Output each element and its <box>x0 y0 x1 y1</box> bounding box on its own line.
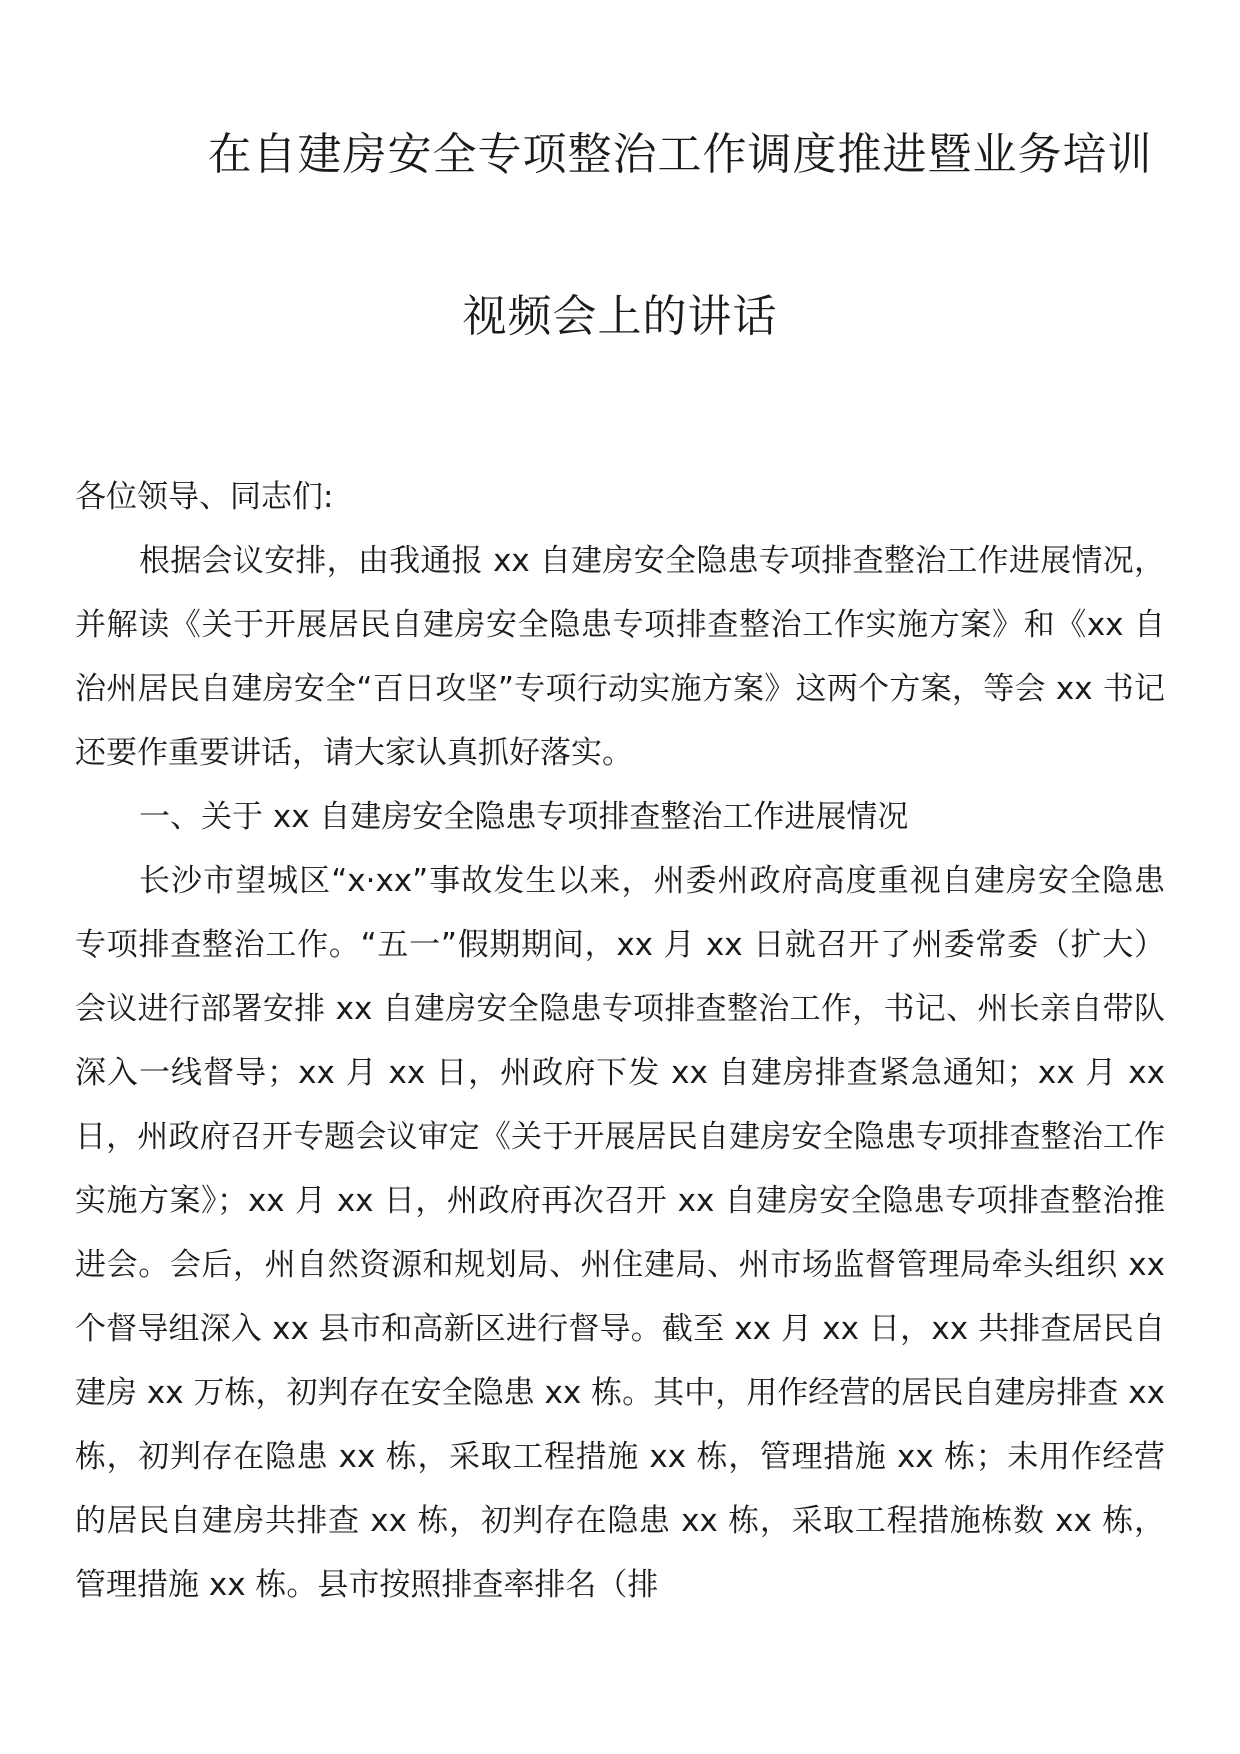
document-title-line-2: 视频会上的讲话 <box>462 291 778 342</box>
salutation: 各位领导、同志们: <box>75 479 334 515</box>
paragraph-intro: 根据会议安排，由我通报 xx 自建房安全隐患专项排查整治工作进展情况，并解读《关于开展居民自建房安全隐患专项排查整治工作实施方案》和《xx 自治州居民自建房安全“百日攻坚”专项行动实施方案》这两个方案，等会 xx 书记还要作重要讲话，请大家认真抓好落实。 <box>75 543 1165 771</box>
document-title-line-1: 在自建房安全专项整治工作调度推进暨业务培训 <box>207 129 1153 180</box>
document-body <box>75 465 1165 1617</box>
section-heading-1: 一、关于 xx 自建房安全隐患专项排查整治工作进展情况 <box>139 799 909 835</box>
paragraph-progress: 长沙市望城区“x·xx”事故发生以来，州委州政府高度重视自建房安全隐患专项排查整治工作。“五一”假期期间，xx 月 xx 日就召开了州委常委（扩大）会议进行部署安排 xx 自建房安全隐患专项排查整治工作，书记、州长亲自带队深入一线督导；xx 月 xx 日，州政府下发 xx 自建房排查紧急通知；xx 月 xx 日，州政府召开专题会议审定《关于开展居民自建房安全隐患专项排查整治工作实施方案》；xx 月 xx 日，州政府再次召开 xx 自建房安全隐患专项排查整治推进会。会后，州自然资源和规划局、州住建局、州市场监督管理局牵头组织 xx 个督导组深入 xx 县市和高新区进行督导。截至 xx 月 xx 日，xx 共排查居民自建房 xx 万栋，初判存在安全隐患 xx 栋。其中，用作经营的居民自建房排查 xx 栋，初判存在隐患 xx 栋，采取工程措施 xx 栋，管理措施 xx 栋；未用作经营的居民自建房共排查 xx 栋，初判存在隐患 xx 栋，采取工程措施栋数 xx 栋，管理措施 xx 栋。县市按照排查率排名（排 <box>75 863 1165 1603</box>
